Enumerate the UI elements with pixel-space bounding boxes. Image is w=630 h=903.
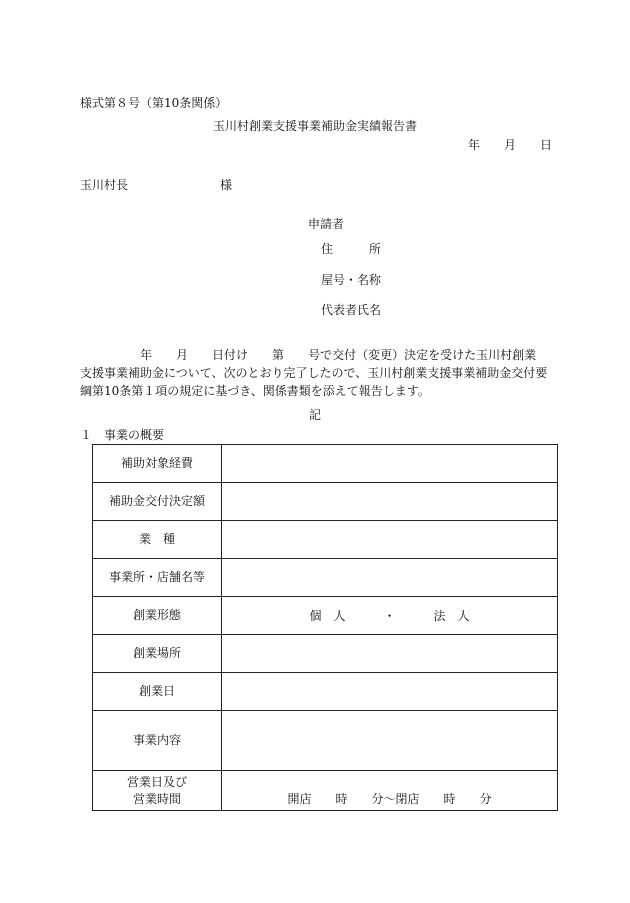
row-label-industry: 業 種 (93, 521, 222, 559)
table-row (93, 673, 558, 711)
hours-close-hour-label: 時 (443, 792, 456, 806)
date-line (468, 138, 552, 152)
row-label-office-store-name: 事業所・店舗名等 (93, 559, 222, 597)
section1-heading: １ 事業の概要 (80, 428, 165, 442)
ki-mark: 記 (308, 408, 321, 422)
cell-business-form (222, 597, 558, 635)
date-month-label: 月 (504, 138, 517, 152)
option-individual[interactable]: 個 人 (309, 609, 346, 623)
table-row (93, 597, 558, 635)
row-label-business-form: 創業形態 (93, 597, 222, 635)
applicant-address-label (321, 242, 381, 256)
cell-business-hours (222, 771, 558, 811)
row-label-subsidy-decision-amount: 補助金交付決定額 (93, 483, 222, 521)
business-hours-label-line1: 営業日及び (126, 774, 187, 789)
hours-open-label: 開店 (287, 792, 312, 806)
row-label-start-date: 創業日 (93, 673, 222, 711)
applicant-trade-name-label: 屋号・名称 (321, 273, 382, 287)
cell-subsidy-decision-amount[interactable] (222, 483, 558, 521)
table-row (93, 445, 558, 483)
addressee-name: 玉川村長 (80, 178, 129, 192)
body-paragraph (80, 346, 560, 400)
row-label-business-location: 創業場所 (93, 635, 222, 673)
address-label-char2: 所 (369, 242, 382, 256)
cell-office-store-name[interactable] (222, 559, 558, 597)
summary-table (92, 444, 558, 811)
hours-open-min-close-label: 分～閉店 (371, 792, 420, 806)
body-year: 年 (140, 348, 153, 362)
row-label-business-content: 事業内容 (93, 711, 222, 771)
applicant-representative-label: 代表者氏名 (321, 303, 382, 317)
table-row (93, 711, 558, 771)
body-month: 月 (176, 348, 189, 362)
date-day-label: 日 (540, 138, 553, 152)
body-line-2: 支援事業補助金について、次のとおり完了したので、玉川村創業支援事業補助金交付要 (80, 366, 548, 380)
address-label-char1: 住 (321, 242, 334, 256)
business-hours-label-line2: 営業時間 (132, 791, 181, 806)
hours-open-hour-label: 時 (335, 792, 348, 806)
row-label-business-hours (93, 771, 222, 811)
body-line-3: 綱第10条第１項の規定に基づき、関係書類を添えて報告します。 (80, 384, 430, 398)
option-corporation[interactable]: 法 人 (433, 609, 470, 623)
date-year-label: 年 (468, 138, 481, 152)
table-row (93, 771, 558, 811)
cell-subsidy-target-cost[interactable] (222, 445, 558, 483)
body-line-1 (80, 346, 560, 364)
cell-business-content[interactable] (222, 711, 558, 771)
table-row (93, 483, 558, 521)
addressee-honorific: 様 (220, 178, 233, 192)
table-row (93, 635, 558, 673)
document-title: 玉川村創業支援事業補助金実績報告書 (212, 119, 417, 133)
form-number: 様式第８号（第10条関係） (80, 96, 228, 110)
row-label-subsidy-target-cost: 補助対象経費 (93, 445, 222, 483)
cell-start-date[interactable] (222, 673, 558, 711)
table-row (93, 559, 558, 597)
body-dai: 第 (272, 348, 285, 362)
hours-close-min-label: 分 (479, 792, 492, 806)
body-line1-rest: 号で交付（変更）決定を受けた玉川村創業 (308, 348, 537, 362)
cell-business-location[interactable] (222, 635, 558, 673)
body-day-suffix: 日付け (212, 348, 249, 362)
option-separator: ・ (383, 609, 396, 623)
table-row (93, 521, 558, 559)
applicant-heading: 申請者 (308, 217, 345, 231)
cell-industry[interactable] (222, 521, 558, 559)
